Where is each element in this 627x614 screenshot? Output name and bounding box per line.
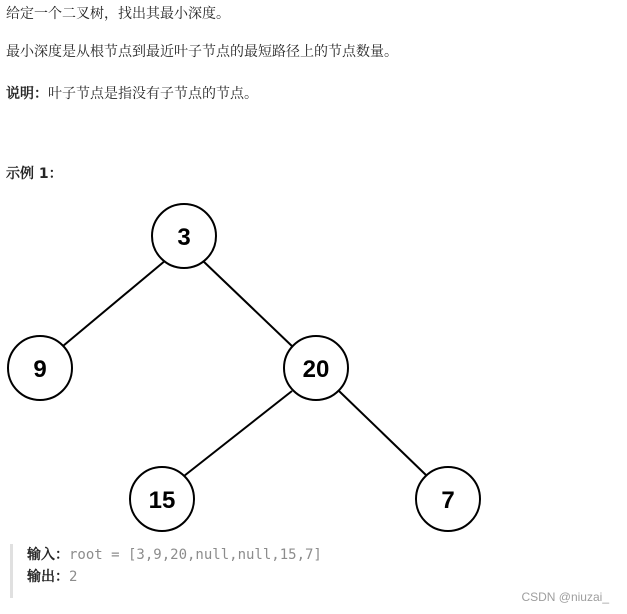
input-value: root = [3,9,20,null,null,15,7] (69, 547, 322, 563)
output-value: 2 (69, 569, 78, 585)
tree-node (416, 467, 480, 531)
note-label: 说明： (6, 86, 48, 102)
csdn-watermark: CSDN @niuzai_ (521, 590, 609, 604)
tree-node (130, 467, 194, 531)
tree-node (284, 336, 348, 400)
tree-node-label: 9 (33, 356, 47, 383)
tree-edge (202, 260, 294, 348)
tree-node (152, 204, 216, 268)
output-label: 输出： (27, 569, 69, 585)
example-title: 示例 1： (6, 166, 63, 182)
tree-node (8, 336, 72, 400)
example-input (27, 544, 627, 566)
tree-edge (184, 391, 292, 476)
problem-description: 给定一个二叉树，找出其最小深度。 (6, 6, 230, 22)
example-output (27, 566, 627, 588)
tree-node-label: 15 (148, 487, 176, 514)
tree-edge (339, 391, 427, 476)
problem-definition: 最小深度是从根节点到最近叶子节点的最短路径上的节点数量。 (6, 44, 398, 60)
note-text: 叶子节点是指没有子节点的节点。 (48, 86, 258, 102)
problem-note (6, 84, 258, 104)
input-label: 输入： (27, 547, 69, 563)
tree-node-label: 7 (441, 487, 455, 514)
tree-edges (63, 260, 427, 476)
tree-node-label: 20 (302, 356, 330, 383)
tree-node-label: 3 (177, 224, 191, 251)
binary-tree-diagram (0, 190, 627, 540)
tree-edge (63, 260, 166, 346)
